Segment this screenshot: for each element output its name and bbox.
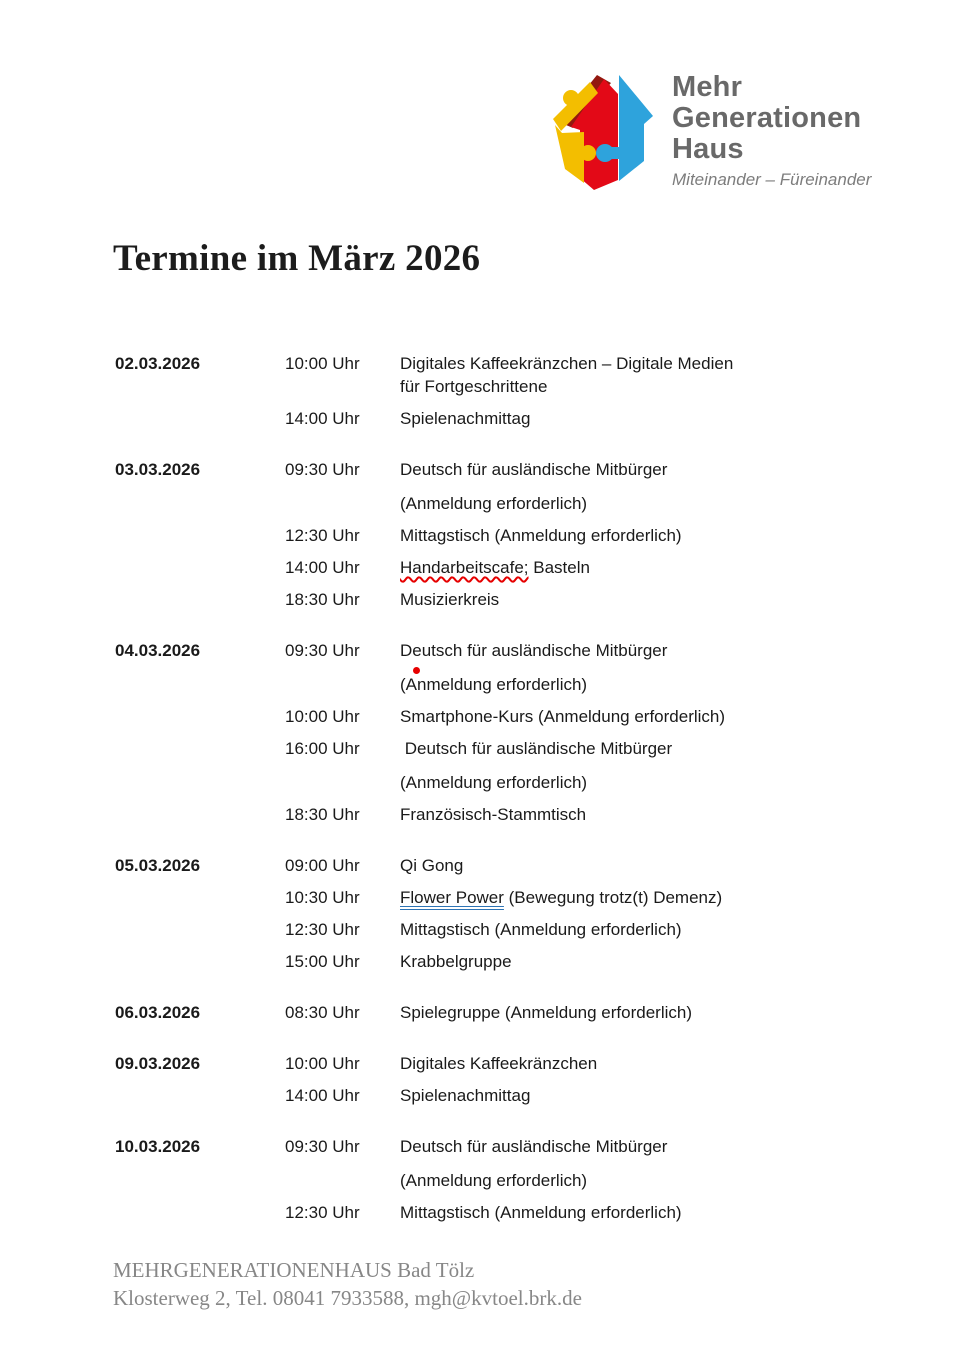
event-time: 10:00 Uhr	[285, 354, 360, 373]
text-segment: Basteln	[528, 558, 590, 577]
event-time: 09:30 Uhr	[285, 460, 360, 479]
event-title	[400, 918, 805, 941]
logo-tagline: Miteinander – Füreinander	[672, 170, 872, 189]
date-label: 04.03.2026	[115, 641, 201, 660]
event-time: 12:30 Uhr	[285, 920, 360, 939]
event-row	[285, 1052, 805, 1075]
event-row	[285, 1001, 805, 1024]
text-segment: Spielegruppe (Anmeldung erforderlich)	[400, 1003, 692, 1022]
text-segment: Qi Gong	[400, 856, 464, 875]
text-segment: (Bewegung trotz(t) Demenz)	[503, 888, 723, 907]
event-time: 12:30 Uhr	[285, 1203, 360, 1222]
event-text-line	[400, 705, 805, 728]
date-label: 02.03.2026	[115, 354, 201, 373]
event-row	[285, 556, 805, 579]
date-label: 03.03.2026	[115, 460, 201, 479]
event-title	[400, 854, 805, 877]
event-list	[285, 854, 805, 982]
event-text-line	[400, 639, 805, 662]
event-list	[285, 1135, 805, 1233]
schedule	[115, 352, 805, 1252]
event-time: 14:00 Uhr	[285, 558, 360, 577]
event-row	[285, 407, 805, 430]
event-text-line	[400, 1201, 805, 1224]
text-segment: Mittagstisch (Anmeldung erforderlich)	[400, 526, 682, 545]
logo-text	[672, 70, 871, 192]
text-segment: Krabbelgruppe	[400, 952, 512, 971]
text-segment: (Anmeldung erforderlich)	[400, 773, 588, 792]
event-title	[400, 950, 805, 973]
event-text-line	[400, 918, 805, 941]
text-segment: Deutsch für ausländische Mitbürger	[400, 641, 668, 660]
event-row	[285, 524, 805, 547]
schedule-day-block	[115, 352, 805, 439]
event-title	[400, 352, 805, 398]
event-text-line	[400, 492, 805, 515]
schedule-day-block	[115, 1052, 805, 1116]
event-title	[400, 1135, 805, 1192]
schedule-day-block	[115, 639, 805, 835]
decorated-text: Flower Power	[400, 888, 504, 907]
event-title	[400, 803, 805, 826]
text-segment: Mittagstisch (Anmeldung erforderlich)	[400, 1203, 682, 1222]
event-text-line	[400, 458, 805, 481]
text-segment: Smartphone-Kurs (Anmeldung erforderlich)	[400, 707, 726, 726]
event-time: 09:00 Uhr	[285, 856, 360, 875]
event-text-line	[400, 950, 805, 973]
event-text-line	[400, 886, 805, 909]
event-time: 18:30 Uhr	[285, 805, 360, 824]
text-segment: (Anmeldung erforderlich)	[400, 1171, 588, 1190]
event-text-line	[400, 1001, 805, 1024]
event-time: 16:00 Uhr	[285, 739, 360, 758]
text-segment: (Anmeldung erforderlich)	[400, 675, 588, 694]
event-title	[400, 556, 805, 579]
text-segment: Deutsch für ausländische Mitbürger	[400, 1137, 668, 1156]
event-time: 10:30 Uhr	[285, 888, 360, 907]
event-row	[285, 803, 805, 826]
event-time: 10:00 Uhr	[285, 707, 360, 726]
event-text-line	[400, 854, 805, 877]
text-segment: (Anmeldung erforderlich)	[400, 494, 588, 513]
logo-name-line: Mehr	[672, 71, 743, 103]
event-list	[285, 458, 805, 620]
text-segment: Deutsch für ausländische Mitbürger	[400, 460, 668, 479]
event-time: 09:30 Uhr	[285, 1137, 360, 1156]
event-list	[285, 1001, 805, 1033]
page-title: Termine im März 2026	[113, 238, 481, 279]
event-text-line	[400, 352, 805, 375]
puzzle-house-icon	[548, 70, 658, 192]
event-row	[285, 705, 805, 728]
event-title	[400, 1201, 805, 1224]
event-row	[285, 458, 805, 515]
event-time: 15:00 Uhr	[285, 952, 360, 971]
date-label: 10.03.2026	[115, 1137, 201, 1156]
event-text-line	[400, 556, 805, 579]
logo-name-line: Haus	[672, 133, 744, 165]
event-text-line	[400, 673, 805, 696]
text-segment: Spielenachmittag	[400, 1086, 531, 1105]
event-time: 12:30 Uhr	[285, 526, 360, 545]
logo-name-line: Generationen	[672, 102, 862, 134]
event-row	[285, 918, 805, 941]
text-segment: Digitales Kaffeekränzchen – Digitale Medien	[400, 354, 734, 373]
schedule-day-block	[115, 854, 805, 982]
event-title	[400, 524, 805, 547]
event-row	[285, 588, 805, 611]
event-row	[285, 1135, 805, 1192]
event-row	[285, 352, 805, 398]
event-text-line	[400, 1084, 805, 1107]
event-text-line	[400, 375, 805, 398]
event-text-line	[400, 771, 805, 794]
event-row	[285, 1201, 805, 1224]
event-title	[400, 705, 805, 728]
red-dot-annotation	[413, 667, 420, 674]
event-text-line	[400, 588, 805, 611]
text-segment: Französisch-Stammtisch	[400, 805, 587, 824]
footer	[113, 1256, 582, 1312]
text-segment: für Fortgeschrittene	[400, 377, 548, 396]
event-time: 18:30 Uhr	[285, 590, 360, 609]
schedule-day-block	[115, 1001, 805, 1033]
event-text-line	[400, 803, 805, 826]
event-title	[400, 1052, 805, 1075]
event-time: 14:00 Uhr	[285, 409, 360, 428]
event-row	[285, 1084, 805, 1107]
event-list	[285, 639, 805, 835]
event-title	[400, 1001, 805, 1024]
event-row	[285, 737, 805, 794]
event-row	[285, 886, 805, 909]
schedule-day-block	[115, 458, 805, 620]
event-text-line	[400, 524, 805, 547]
event-time: 09:30 Uhr	[285, 641, 360, 660]
event-row	[285, 950, 805, 973]
text-segment: Deutsch für ausländische Mitbürger	[400, 739, 673, 758]
date-label: 06.03.2026	[115, 1003, 201, 1022]
event-title	[400, 1084, 805, 1107]
schedule-day-block	[115, 1135, 805, 1233]
event-time: 08:30 Uhr	[285, 1003, 360, 1022]
date-label: 05.03.2026	[115, 856, 201, 875]
mgh-logo	[548, 70, 871, 192]
event-list	[285, 1052, 805, 1116]
event-text-line	[400, 407, 805, 430]
event-text-line	[400, 1052, 805, 1075]
text-segment: Mittagstisch (Anmeldung erforderlich)	[400, 920, 682, 939]
event-title	[400, 588, 805, 611]
event-time: 14:00 Uhr	[285, 1086, 360, 1105]
decorated-text: Handarbeitscafe;	[400, 558, 529, 577]
event-title	[400, 737, 805, 794]
text-segment: Digitales Kaffeekränzchen	[400, 1054, 598, 1073]
event-text-line	[400, 1169, 805, 1192]
event-row	[285, 639, 805, 696]
date-label: 09.03.2026	[115, 1054, 201, 1073]
event-title	[400, 407, 805, 430]
event-list	[285, 352, 805, 439]
text-segment: Musizierkreis	[400, 590, 500, 609]
event-row	[285, 854, 805, 877]
footer-contact-line: Klosterweg 2, Tel. 08041 7933588, mgh@kvtoel.brk.de	[113, 1286, 582, 1310]
text-segment: Spielenachmittag	[400, 409, 531, 428]
event-time: 10:00 Uhr	[285, 1054, 360, 1073]
event-title	[400, 886, 805, 909]
event-text-line	[400, 737, 805, 760]
footer-org-name: MEHRGENERATIONENHAUS Bad Tölz	[113, 1258, 475, 1282]
event-title	[400, 458, 805, 515]
event-text-line	[400, 1135, 805, 1158]
event-title	[400, 639, 805, 696]
